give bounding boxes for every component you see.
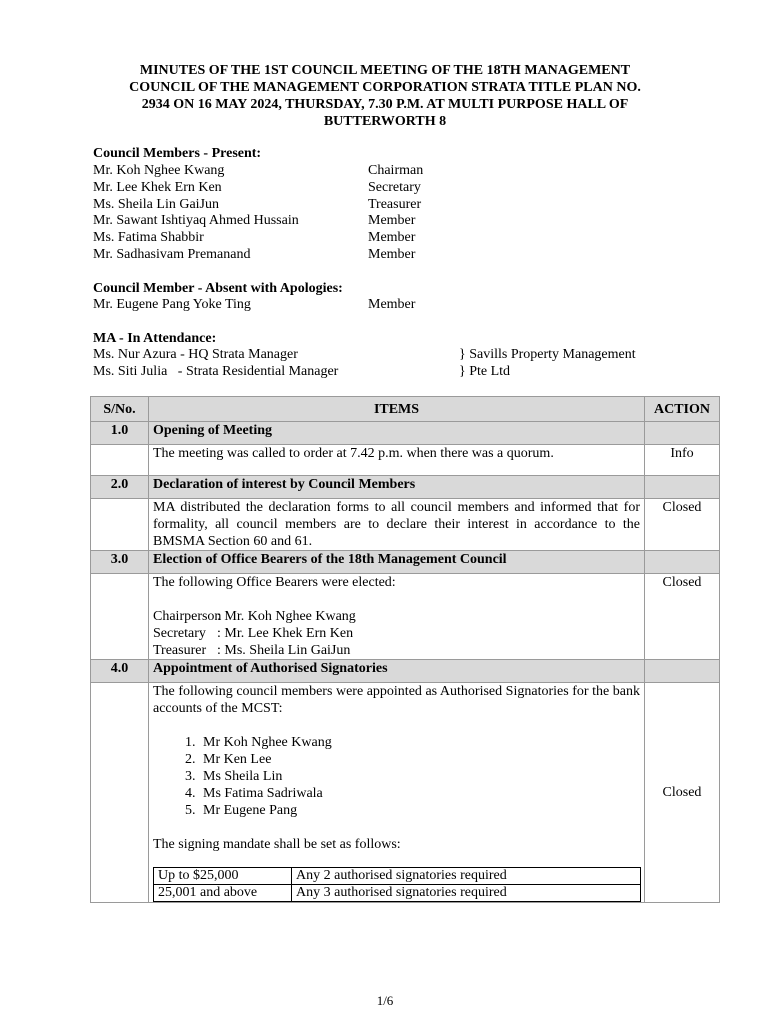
attendee-company: } Pte Ltd [459,364,511,379]
list-item: 5. Mr Eugene Pang [199,802,640,819]
member-name: Mr. Lee Khek Ern Ken [93,180,222,195]
mandate-rule: Any 3 authorised signatories required [292,885,641,902]
list-item: 4. Ms Fatima Sadriwala [199,785,640,802]
page-title [95,62,675,130]
table-header-row [91,397,720,422]
list-item: 3. Ms Sheila Lin [199,768,640,785]
attendee-name: Ms. Siti Julia - Strata Residential Manager [93,364,339,379]
action-cell: Info [645,445,720,476]
action-cell: Closed [645,683,720,903]
member-role: Chairman [368,163,424,178]
header-items: ITEMS [149,397,645,422]
title-line: BUTTERWORTH 8 [323,114,447,129]
attendance-heading: MA - In Attendance: [93,331,217,346]
list-item: 1. Mr Koh Nghee Kwang [199,734,640,751]
section-body-row [91,445,720,476]
section-row [91,660,720,683]
mandate-table [153,867,641,902]
member-role: Secretary [368,180,421,195]
section-number: 2.0 [91,476,149,499]
member-role: Member [368,213,416,228]
mandate-range: Up to $25,000 [154,868,292,885]
section-number: 3.0 [91,551,149,574]
attendee-name: Ms. Nur Azura - HQ Strata Manager [93,347,298,362]
section-number: 4.0 [91,660,149,683]
member-role: Member [368,230,416,245]
member-name: Mr. Koh Nghee Kwang [93,163,225,178]
member-name: Mr. Eugene Pang Yoke Ting [93,297,251,312]
action-cell: Closed [645,499,720,551]
bearer-name: : Mr. Lee Khek Ern Ken [217,626,354,641]
section-title: Election of Office Bearers of the 18th Management Council [149,551,645,574]
mandate-rule: Any 2 authorised signatories required [292,868,641,885]
bearer-row [153,608,640,625]
member-name: Ms. Sheila Lin GaiJun [93,197,219,212]
title-line: MINUTES OF THE 1ST COUNCIL MEETING OF THE 18TH MANAGEMENT [139,63,631,78]
absent-heading: Council Member - Absent with Apologies: [93,281,343,296]
attendee-company: } Savills Property Management [459,347,636,362]
table-row [154,868,641,885]
member-name: Ms. Fatima Shabbir [93,230,204,245]
signatory-list [153,734,640,819]
header-action: ACTION [645,397,720,422]
title-line: COUNCIL OF THE MANAGEMENT CORPORATION STRATA TITLE PLAN NO. [129,80,641,95]
section-intro: The following Office Bearers were elected: [153,575,396,590]
section-intro: The following council members were appointed as Authorised Signatories for the bank accounts of the MCST: [153,684,640,716]
section-title: Opening of Meeting [149,422,645,445]
bearer-role: Secretary [153,626,206,641]
section-body-row [91,499,720,551]
bearer-role: Treasurer [153,643,207,658]
section-row [91,422,720,445]
section-text: The meeting was called to order at 7.42 p.m. when there was a quorum. [149,445,645,476]
member-name: Mr. Sadhasivam Premanand [93,247,251,262]
section-row [91,551,720,574]
bearer-row [153,625,640,642]
bearer-row [153,642,640,659]
member-role: Member [368,247,416,262]
section-body-row [91,574,720,660]
member-role: Treasurer [368,197,422,212]
title-line: 2934 ON 16 MAY 2024, THURSDAY, 7.30 P.M. AT MULTI PURPOSE HALL OF [141,97,629,112]
action-cell: Closed [645,574,720,660]
mandate-range: 25,001 and above [154,885,292,902]
bearer-name: : Ms. Sheila Lin GaiJun [217,643,351,658]
section-body-row [91,683,720,903]
section-number: 1.0 [91,422,149,445]
member-name: Mr. Sawant Ishtiyaq Ahmed Hussain [93,213,299,228]
section-row [91,476,720,499]
section-title: Appointment of Authorised Signatories [149,660,645,683]
section-title: Declaration of interest by Council Members [149,476,645,499]
table-row [154,885,641,902]
list-item: 2. Mr Ken Lee [199,751,640,768]
page-number: 1/6 [376,993,394,1008]
bearer-role: Chairperson [153,609,222,624]
section-text: MA distributed the declaration forms to all council members and informed that for formality, all council members are to declare their interest in accordance to the BMSMA Section 60 and 61. [149,499,645,551]
header-sno: S/No. [91,397,149,422]
bearer-name: : Mr. Koh Nghee Kwang [217,609,356,624]
member-role: Member [368,297,416,312]
present-heading: Council Members - Present: [93,146,262,161]
items-table [90,396,720,903]
mandate-intro: The signing mandate shall be set as follows: [153,837,401,852]
